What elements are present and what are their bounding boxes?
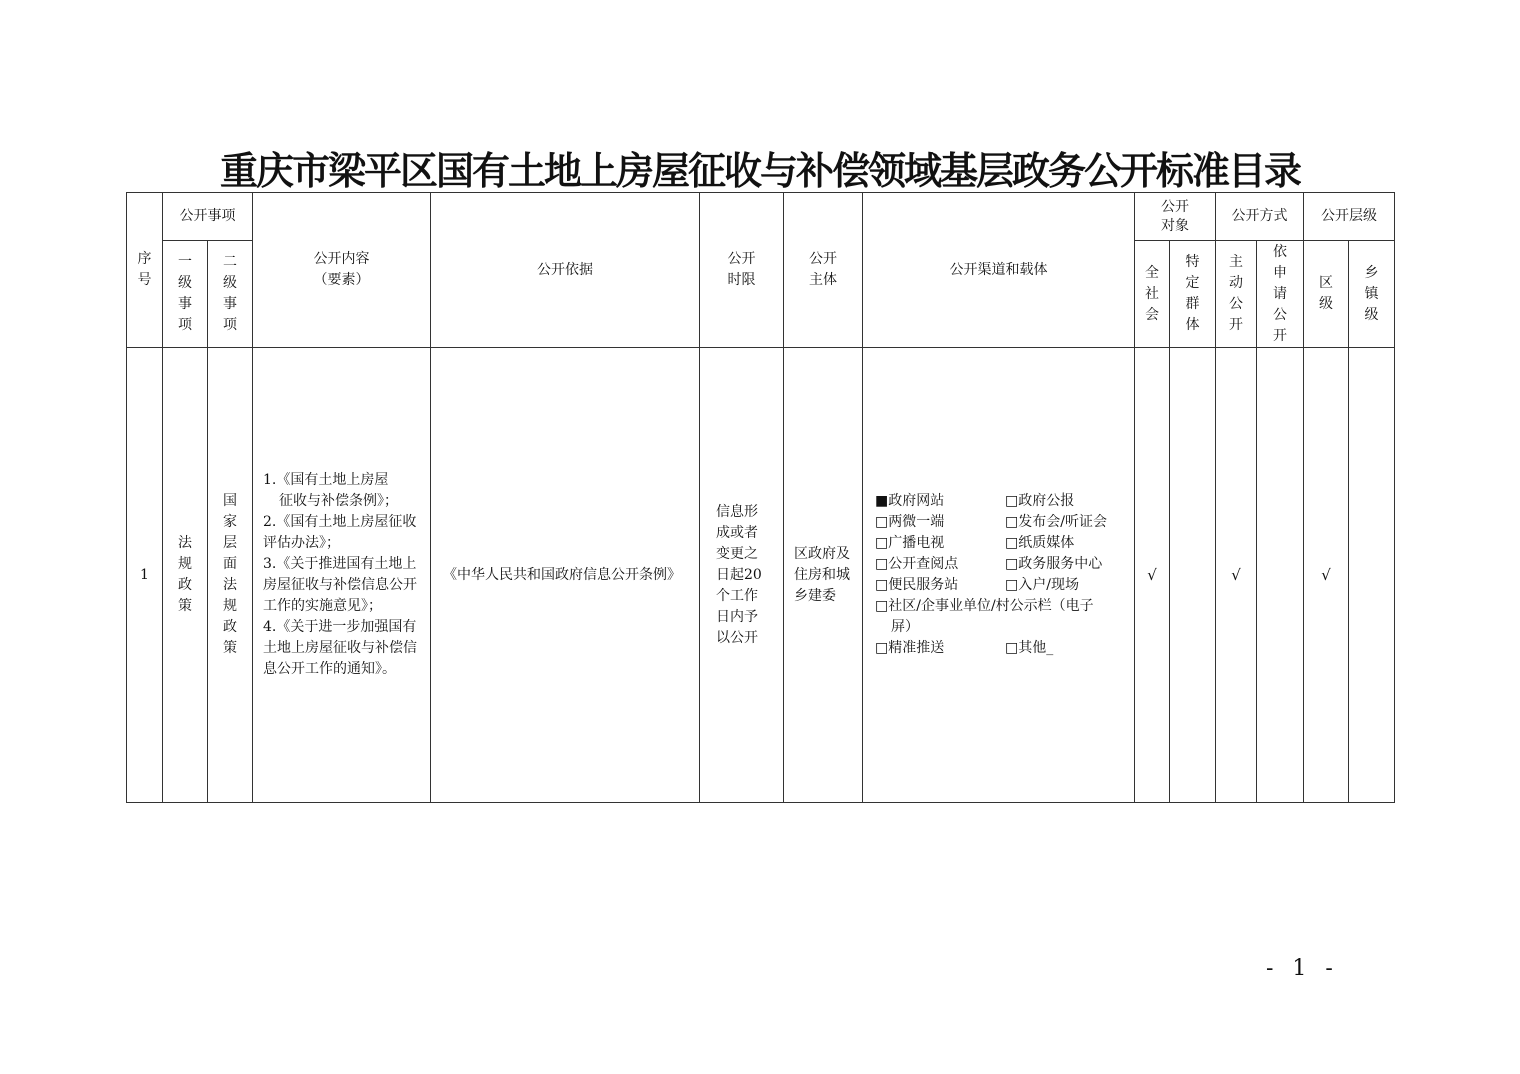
channel-item: □政务服务中心 <box>1005 556 1103 572</box>
header-basis: 公开依据 <box>431 193 700 348</box>
header-seq: 序号 <box>127 193 163 348</box>
header-all-society: 全社会 <box>1135 241 1170 348</box>
row-level2: 国家层面法规政策 <box>208 348 253 803</box>
header-target: 公开 对象 <box>1135 193 1216 241</box>
channel-item: □其他_ <box>1005 640 1054 656</box>
row-on-request-check <box>1257 348 1304 803</box>
channel-item: □公开查阅点 <box>875 556 959 572</box>
header-township: 乡镇级 <box>1349 241 1395 348</box>
channel-item: □纸质媒体 <box>1005 535 1075 551</box>
row-level1: 法规政策 <box>163 348 208 803</box>
row-specific-group-check <box>1170 348 1216 803</box>
row-subject: 区政府及住房和城乡建委 <box>784 348 863 803</box>
disclosure-catalog-table <box>126 192 1395 803</box>
header-level1: 一级事项 <box>163 241 208 348</box>
channel-item: □广播电视 <box>875 535 945 551</box>
table-row <box>127 348 1395 803</box>
channel-item: □发布会/听证会 <box>1005 514 1107 530</box>
channel-item: □便民服务站 <box>875 577 959 593</box>
row-content: 1.《国有土地上房屋 征收与补偿条例》； 2.《国有土地上房屋征收评估办法》； 3.《关于推进国有土地上房屋征收与补偿信息公开工作的实施意见》； 4.《关于进一步加强国有土地上房屋征收与补偿信息公开工作的通知》。 <box>253 348 431 803</box>
row-township-check <box>1349 348 1395 803</box>
header-items: 公开事项 <box>163 193 253 241</box>
page-title: 重庆市梁平区国有土地上房屋征收与补偿领域基层政务公开标准目录 <box>219 148 1300 193</box>
channel-item: □两微一端 <box>875 514 945 530</box>
header-level2: 二级事项 <box>208 241 253 348</box>
channel-item: □政府公报 <box>1005 493 1075 509</box>
header-district: 区级 <box>1304 241 1349 348</box>
channel-item: □精准推送 <box>875 640 945 656</box>
row-channels <box>863 348 1135 803</box>
header-on-request: 依申请公开 <box>1257 241 1304 348</box>
header-level: 公开层级 <box>1304 193 1395 241</box>
channel-item: □入户/现场 <box>1005 577 1079 593</box>
header-specific-group: 特定群体 <box>1170 241 1216 348</box>
header-method: 公开方式 <box>1216 193 1304 241</box>
row-time-limit: 信息形成或者变更之日起20个工作日内予以公开 <box>700 348 784 803</box>
row-all-society-check: √ <box>1135 348 1170 803</box>
header-time-limit: 公开 时限 <box>700 193 784 348</box>
row-seq: 1 <box>127 348 163 803</box>
row-district-check: √ <box>1304 348 1349 803</box>
row-basis: 《中华人民共和国政府信息公开条例》 <box>431 348 700 803</box>
header-content: 公开内容 （要素） <box>253 193 431 348</box>
channel-item: □社区/企事业单位/村公示栏（电子 屏） <box>875 598 1094 635</box>
header-channels: 公开渠道和载体 <box>863 193 1135 348</box>
channel-item: ■政府网站 <box>875 493 945 509</box>
page-number: - 1 - <box>1266 956 1339 981</box>
header-subject: 公开 主体 <box>784 193 863 348</box>
row-active-check: √ <box>1216 348 1257 803</box>
header-active: 主动公开 <box>1216 241 1257 348</box>
